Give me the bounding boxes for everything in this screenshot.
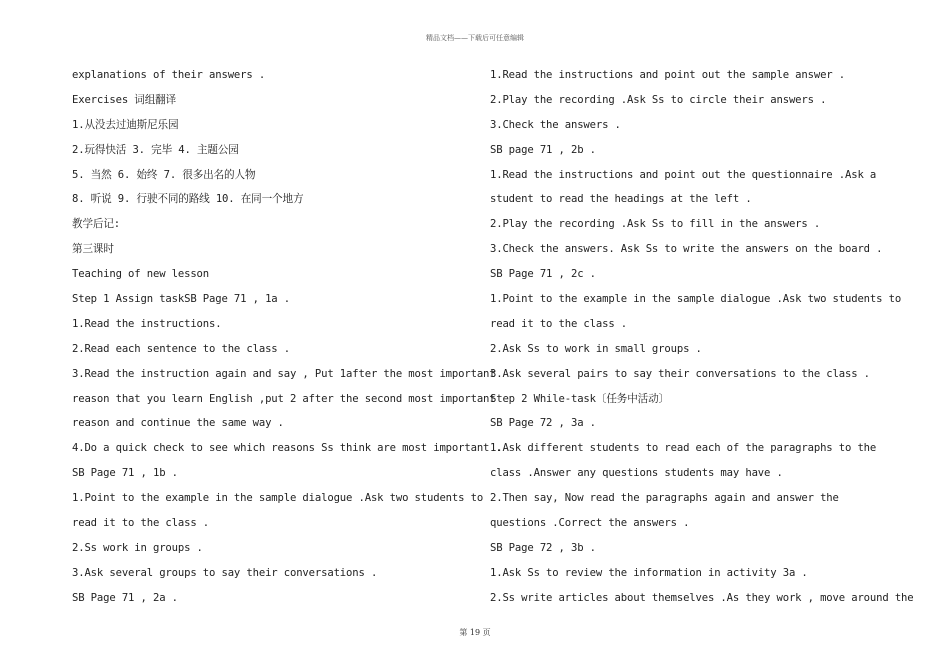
text-line: 1.Point to the example in the sample dialogue .Ask two students to <box>72 492 484 505</box>
text-line: read it to the class . <box>72 517 210 530</box>
text-line: 3.Read the instruction again and say , Put 1after the most important <box>72 367 496 380</box>
text-line: 1.Read the instructions and point out the sample answer . <box>490 69 845 81</box>
text-line: SB Page 71 , 2a . <box>72 591 178 604</box>
text-line: 8. 听说 9. 行驶不同的路线 10. 在同一个地方 <box>72 193 304 206</box>
text-line: questions .Correct the answers . <box>490 517 690 530</box>
text-line: 第三课时 <box>72 243 114 256</box>
text-line: 2.Play the recording .Ask Ss to fill in the answers . <box>490 218 821 231</box>
text-line: 2.Then say, Now read the paragraphs again and answer the <box>490 492 839 505</box>
text-line: explanations of their answers . <box>72 69 266 81</box>
text-line: 3.Ask several pairs to say their conversations to the class . <box>490 367 870 380</box>
text-line: 教学后记: <box>72 218 121 231</box>
text-line: SB Page 71 , 1b . <box>72 467 178 480</box>
page-header: 精品文档——下载后可任意编辑 <box>426 34 524 42</box>
text-line: 1.Ask different students to read each of the paragraphs to the <box>490 442 877 455</box>
text-line: reason and continue the same way . <box>72 417 284 430</box>
text-line: 1.Ask Ss to review the information in activity 3a . <box>490 566 808 579</box>
right-column <box>490 66 914 614</box>
text-line: 3.Check the answers . <box>490 118 621 131</box>
text-line: Step 2 While-task〔任务中活动〕 <box>490 392 669 405</box>
text-line: Step 1 Assign taskSB Page 71 , 1a . <box>72 293 290 306</box>
text-line: 3.Check the answers. Ask Ss to write the answers on the board . <box>490 243 883 256</box>
text-line: 3.Ask several groups to say their conversations . <box>72 566 378 579</box>
text-line: Teaching of new lesson <box>72 268 210 281</box>
text-line: reason that you learn English ,put 2 after the second most important <box>72 392 496 405</box>
text-line: SB Page 72 , 3a . <box>490 417 596 430</box>
text-line: 2.Ss work in groups . <box>72 541 203 554</box>
text-line: 5. 当然 6. 始终 7. 很多出名的人物 <box>72 168 256 181</box>
text-line: SB page 71 , 2b . <box>490 143 596 156</box>
text-line: 2.玩得快活 3. 完毕 4. 主题公园 <box>72 143 239 156</box>
text-line: 2.Ss write articles about themselves .As they work , move around the <box>490 591 914 604</box>
text-line: class .Answer any questions students may have . <box>490 467 783 480</box>
text-line: SB Page 72 , 3b . <box>490 541 596 554</box>
text-line: 2.Ask Ss to work in small groups . <box>490 342 702 355</box>
text-line: 2.Play the recording .Ask Ss to circle their answers . <box>490 93 827 106</box>
text-line: 1.Read the instructions and point out the questionnaire .Ask a <box>490 168 877 181</box>
text-line: SB Page 71 , 2c . <box>490 268 596 281</box>
left-column <box>72 66 502 614</box>
text-line: 1.Point to the example in the sample dialogue .Ask two students to <box>490 293 902 306</box>
text-line: 1.从没去过迪斯尼乐园 <box>72 118 179 131</box>
text-line: read it to the class . <box>490 317 628 330</box>
page-number: 第 19 页 <box>459 628 491 637</box>
text-line: 1.Read the instructions. <box>72 317 222 330</box>
text-line: student to read the headings at the left . <box>490 193 752 206</box>
text-line: Exercises 词组翻译 <box>72 93 177 106</box>
text-line: 4.Do a quick check to see which reasons Ss think are most important . <box>72 442 502 455</box>
text-line: 2.Read each sentence to the class . <box>72 342 290 355</box>
